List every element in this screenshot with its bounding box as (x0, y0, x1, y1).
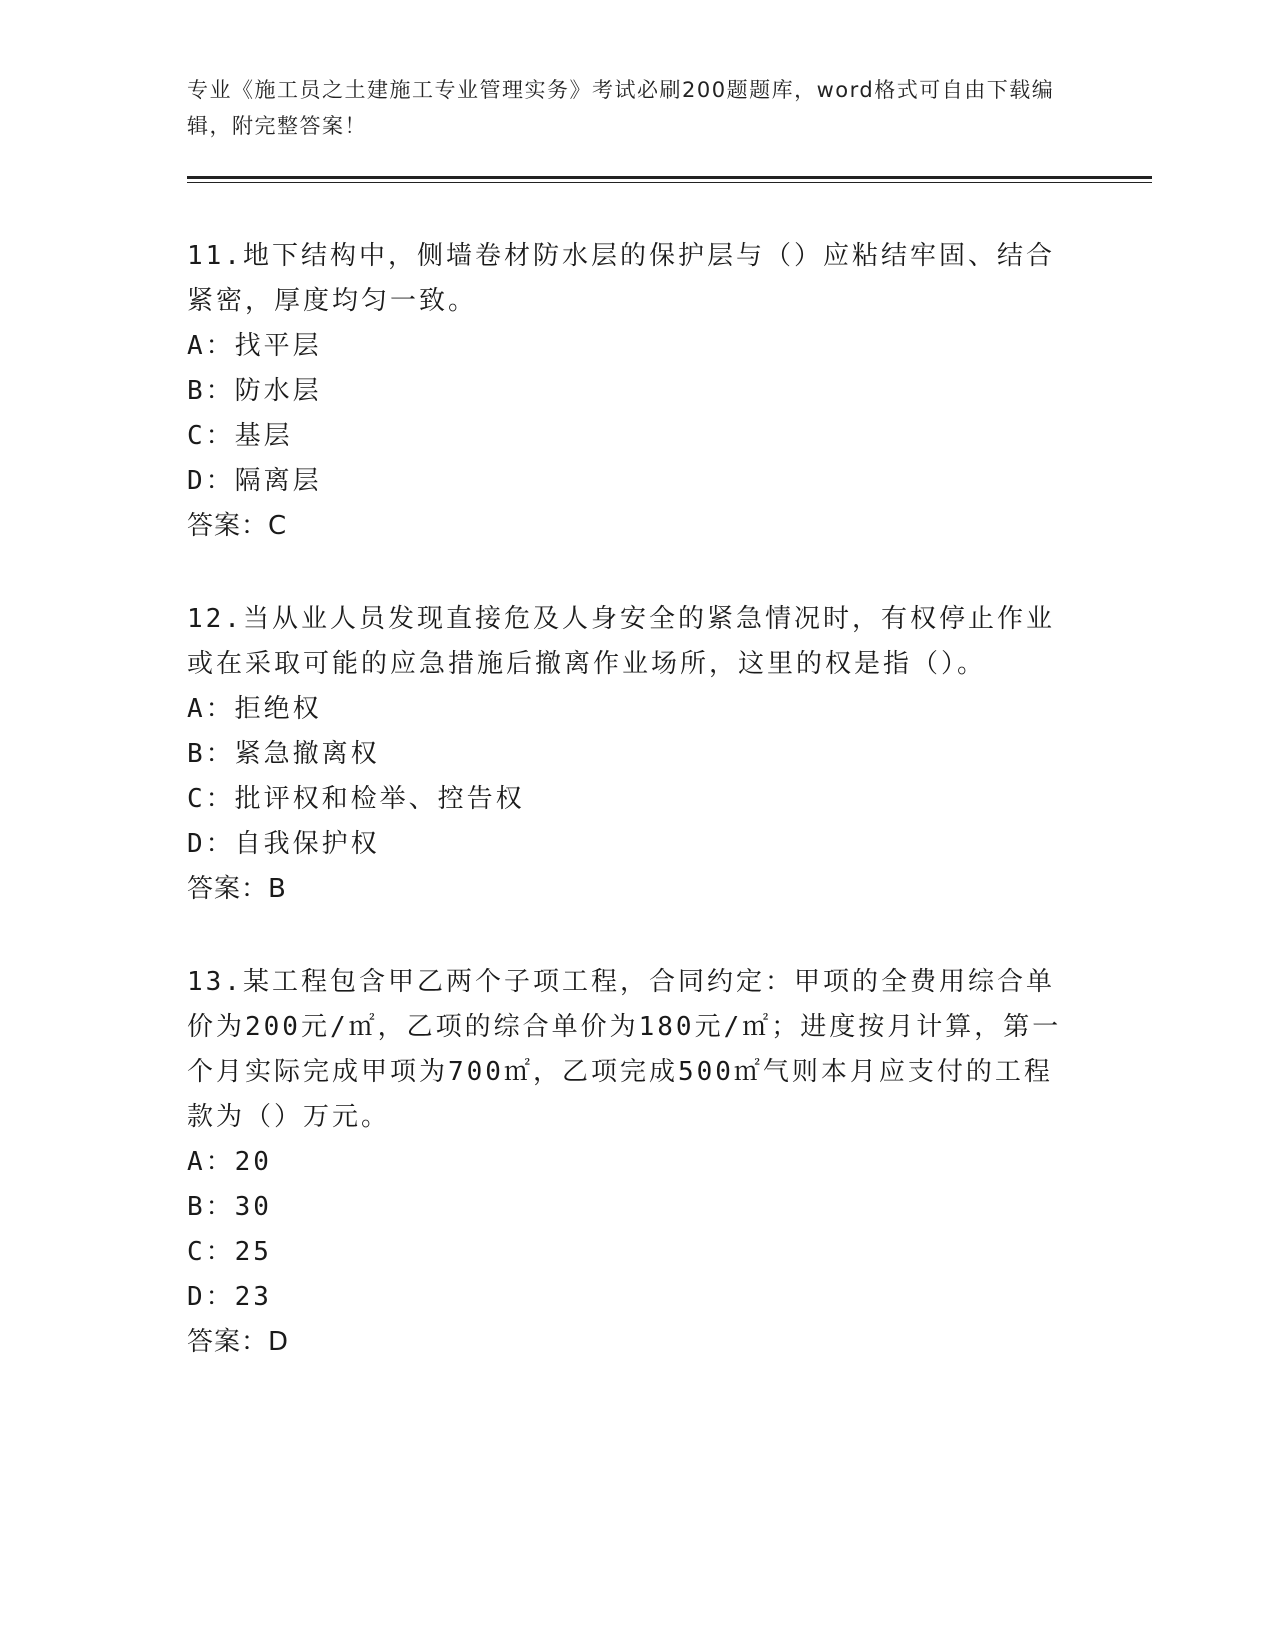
option-b: B：紧急撤离权 (187, 739, 380, 769)
answer: 答案：C (187, 511, 288, 541)
option-a: A：20 (187, 1147, 272, 1177)
question-13 (187, 960, 1067, 1365)
question-stem: 12.当从业人员发现直接危及人身安全的紧急情况时，有权停止作业或在采取可能的应急措施后撤离作业场所，这里的权是指（）。 (187, 604, 1055, 679)
header-divider-thick (187, 176, 1152, 179)
option-d: D：23 (187, 1282, 272, 1312)
option-b: B：防水层 (187, 376, 322, 406)
question-stem: 11.地下结构中，侧墙卷材防水层的保护层与（）应粘结牢固、结合紧密，厚度均匀一致。 (187, 241, 1055, 316)
answer: 答案：B (187, 874, 287, 904)
option-d: D：隔离层 (187, 466, 322, 496)
option-c: C：25 (187, 1237, 272, 1267)
header-divider-thin (187, 182, 1152, 183)
option-d: D：自我保护权 (187, 829, 380, 859)
question-12 (187, 597, 1067, 912)
option-c: C：批评权和检举、控告权 (187, 784, 525, 814)
question-11 (187, 234, 1067, 549)
document-header: 专业《施工员之土建施工专业管理实务》考试必刷200题题库，word格式可自由下载编辑，附完整答案！ (187, 78, 1055, 138)
option-a: A：拒绝权 (187, 694, 322, 724)
option-c: C：基层 (187, 421, 293, 451)
option-b: B：30 (187, 1192, 272, 1222)
question-stem: 13.某工程包含甲乙两个子项工程，合同约定：甲项的全费用综合单价为200元/㎡，乙项的综合单价为180元/㎡；进度按月计算，第一个月实际完成甲项为700㎡，乙项完成500㎡气则本月应支付的工程款为（）万元。 (187, 967, 1062, 1132)
answer: 答案：D (187, 1327, 290, 1357)
option-a: A：找平层 (187, 331, 322, 361)
